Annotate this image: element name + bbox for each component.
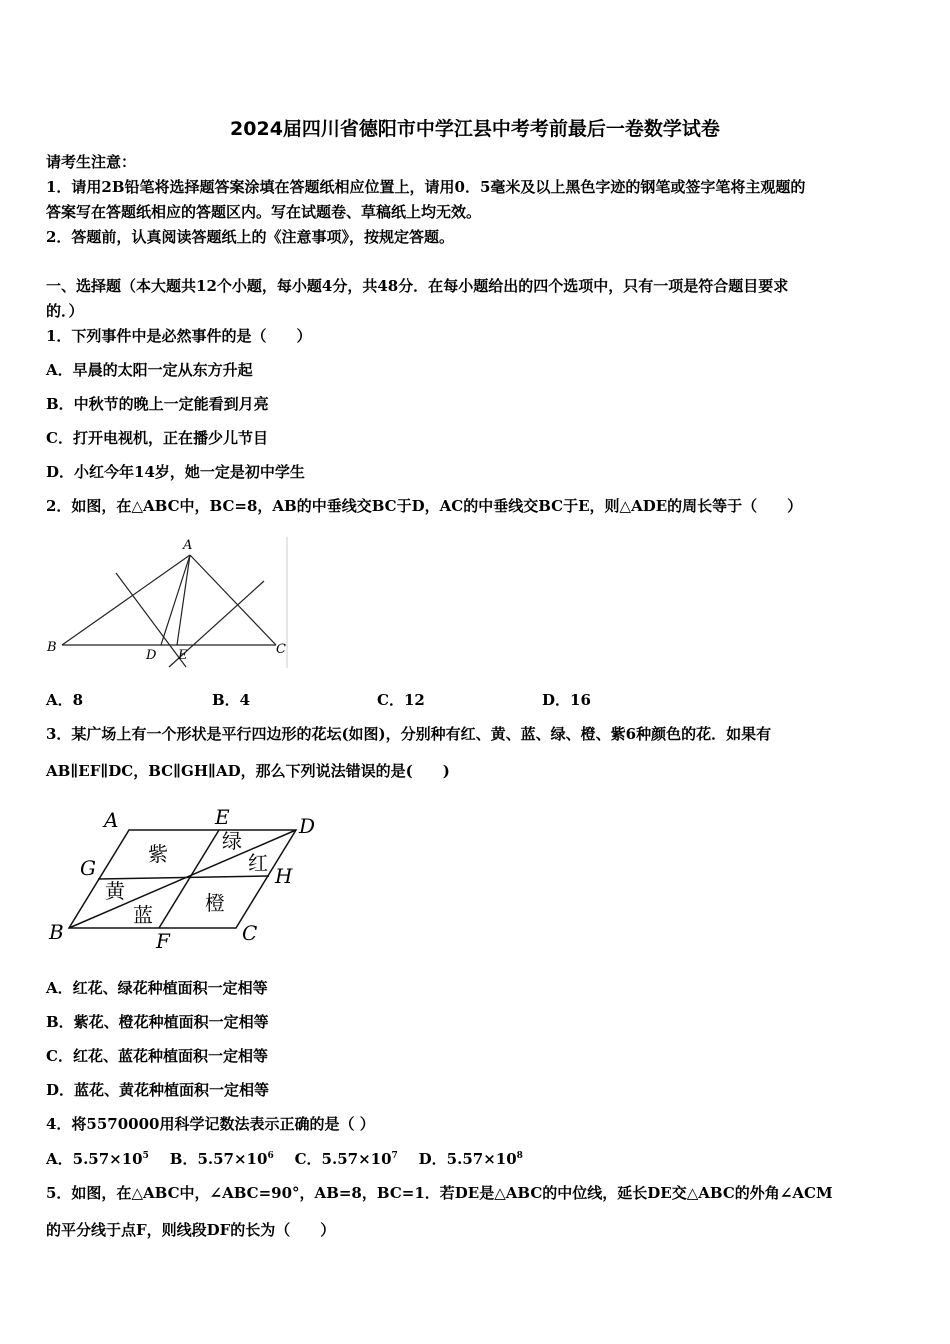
- notice-line-3: 2．答题前，认真阅读答题纸上的《注意事项》，按规定答题。: [46, 228, 454, 246]
- q3-region-orange: 橙: [205, 891, 225, 915]
- q3-region-red: 红: [248, 851, 268, 875]
- q4-option-d: D．$5.57\times 10^8$: [418, 1150, 523, 1168]
- q4-stem: 4．将5570000用科学记数法表示正确的是（ ）: [46, 1115, 375, 1133]
- q3-option-d: D．蓝花、黄花种植面积一定相等: [46, 1081, 270, 1099]
- q2-label-e: E: [178, 648, 188, 663]
- q3-region-blue: 蓝: [133, 903, 153, 927]
- q3-stem-1: 3．某广场上有一个形状是平行四边形的花坛(如图)，分别种有红、黄、蓝、绿、橙、紫6种颜色的花．如果有: [46, 725, 772, 743]
- section-heading-1: 一、选择题（本大题共12个小题，每小题4分，共48分．在每小题给出的四个选项中，只有一项是符合题目要求: [46, 277, 789, 295]
- q2-triangle-figure: [44, 535, 290, 670]
- q3-stem-2: AB∥EF∥DC，BC∥GH∥AD，那么下列说法错误的是( ): [46, 762, 450, 780]
- q5-stem-1: 5．如图，在△ABC中，∠ABC=90°，AB=8，BC=1．若DE是△ABC的中位线，延长DE交△ABC的外角∠ACM: [46, 1184, 833, 1202]
- q3-label-d: D: [299, 814, 316, 838]
- q3-parallelogram-figure: [44, 800, 334, 960]
- q2-option-d: D．16: [542, 691, 591, 709]
- q3-region-yellow: 黄: [105, 879, 125, 903]
- q3-label-f: F: [156, 929, 170, 953]
- q5-stem-2: 的平分线于点F，则线段DF的长为（ ）: [46, 1221, 336, 1239]
- q1-option-b: B．中秋节的晚上一定能看到月亮: [46, 395, 269, 413]
- q4-options: [46, 1149, 523, 1169]
- q4-option-c: C．$5.57\times 10^7$: [294, 1150, 398, 1168]
- q1-option-d: D．小红今年14岁，她一定是初中学生: [46, 463, 305, 481]
- q2-stem: 2．如图，在△ABC中，BC=8，AB的中垂线交BC于D，AC的中垂线交BC于E，则△ADE的周长等于（ ）: [46, 497, 803, 515]
- notice-line-1: 1．请用2B铅笔将选择题答案涂填在答题纸相应位置上，请用0．5毫米及以上黑色字迹的钢笔或签字笔将主观题的: [46, 178, 806, 196]
- q3-region-green: 绿: [222, 829, 242, 853]
- q4-option-a: A．$5.57\times 10^5$: [46, 1150, 149, 1168]
- q1-stem: 1．下列事件中是必然事件的是（ ）: [46, 327, 312, 345]
- q2-label-d: D: [146, 648, 157, 663]
- q3-label-a: A: [104, 808, 119, 832]
- q1-option-c: C．打开电视机，正在播少儿节目: [46, 429, 268, 447]
- q2-option-b: B．4: [212, 691, 251, 709]
- q3-option-c: C．红花、蓝花种植面积一定相等: [46, 1047, 268, 1065]
- q3-label-b: B: [49, 920, 64, 944]
- q3-label-e: E: [215, 805, 230, 829]
- section-heading-2: 的．）: [46, 302, 84, 320]
- q2-label-a: A: [183, 538, 193, 553]
- q3-option-b: B．紫花、橙花种植面积一定相等: [46, 1013, 269, 1031]
- q2-label-b: B: [47, 640, 57, 655]
- notice-line-2: 答案写在答题纸相应的答题区内。写在试题卷、草稿纸上均无效。: [46, 203, 482, 221]
- q1-option-a: A．早晨的太阳一定从东方升起: [46, 361, 253, 379]
- q3-label-c: C: [242, 921, 258, 945]
- q2-option-c: C．12: [377, 691, 425, 709]
- notice-heading: 请考生注意：: [46, 153, 137, 171]
- q3-label-g: G: [80, 856, 96, 880]
- q4-option-b: B．$5.57\times 10^6$: [169, 1150, 274, 1168]
- q2-option-a: A．8: [46, 691, 84, 709]
- q3-option-a: A．红花、绿花种植面积一定相等: [46, 979, 268, 997]
- q3-label-h: H: [275, 864, 293, 888]
- page-title: 2024届四川省德阳市中学江县中考考前最后一卷数学试卷: [230, 118, 720, 140]
- q3-region-purple: 紫: [148, 842, 168, 866]
- q2-label-c: C: [276, 642, 286, 657]
